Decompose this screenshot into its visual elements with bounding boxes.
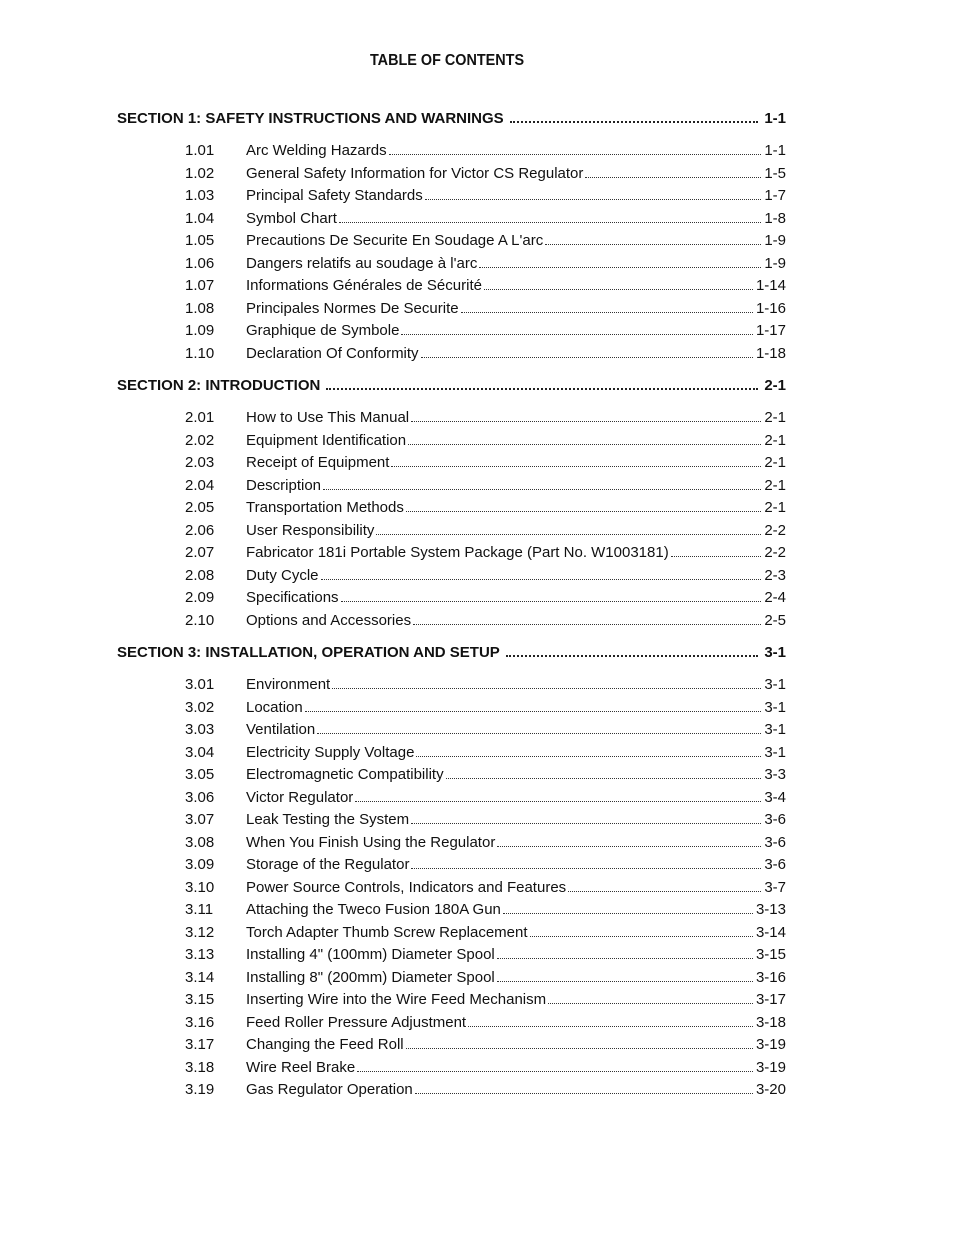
entry-number: 3.03 <box>185 721 215 738</box>
dot-leader <box>332 688 761 689</box>
entry-title: Description <box>246 476 322 494</box>
toc-entry[interactable] <box>117 477 786 500</box>
entry-page-number: 2-3 <box>764 566 786 584</box>
section-heading-label: SECTION 2: INTRODUCTION <box>117 377 321 394</box>
entry-page-number: 1-14 <box>755 277 786 294</box>
entry-page-number: 2-1 <box>764 409 786 426</box>
dot-leader <box>357 1071 753 1072</box>
entry-page-number: 3-17 <box>755 991 786 1008</box>
entry-page-number: 3-6 <box>764 833 786 851</box>
entry-title: Equipment Identification <box>246 431 407 449</box>
entry-page-number: 2-1 <box>764 431 786 449</box>
dot-leader <box>468 1026 753 1027</box>
entry-page-number: 2-5 <box>764 611 786 629</box>
dot-leader <box>585 177 761 178</box>
toc-entry[interactable] <box>117 165 786 188</box>
entry-page-number: 3-15 <box>755 946 786 963</box>
entry-title: Location <box>246 698 303 716</box>
toc-section <box>117 644 786 1114</box>
entry-number: 3.12 <box>185 923 215 941</box>
entry-page-number: 3-6 <box>764 856 786 873</box>
dot-leader <box>341 601 762 602</box>
toc-entry[interactable] <box>117 322 786 345</box>
dot-leader <box>497 981 753 982</box>
dot-leader <box>415 1093 753 1094</box>
spacer <box>117 367 786 377</box>
entry-page-number: 1-5 <box>764 164 786 182</box>
toc-entry[interactable] <box>117 766 786 789</box>
entry-title: Environment <box>246 676 331 693</box>
entry-page-number: 3-1 <box>764 698 786 716</box>
entry-page-number: 3-16 <box>755 968 786 986</box>
entry-number: 1.02 <box>185 164 215 182</box>
dot-leader <box>406 1048 753 1049</box>
entry-number: 2.01 <box>185 409 215 426</box>
entry-number: 1.06 <box>185 254 215 272</box>
toc-entry[interactable] <box>117 612 786 635</box>
section-heading[interactable] <box>117 110 786 134</box>
dot-leader <box>376 534 761 535</box>
entry-title: Precautions De Securite En Soudage A L'arc <box>246 232 544 249</box>
dot-leader <box>506 655 759 657</box>
dot-leader <box>413 624 761 625</box>
toc-entry[interactable] <box>117 924 786 947</box>
entry-page-number: 3-18 <box>755 1013 786 1031</box>
toc-entry[interactable] <box>117 744 786 767</box>
entry-page-number: 3-6 <box>764 811 786 828</box>
entry-page-number: 3-4 <box>764 788 786 806</box>
spacer <box>117 634 786 644</box>
entry-page-number: 2-1 <box>764 454 786 471</box>
entry-number: 3.17 <box>185 1036 215 1053</box>
entry-title: Installing 4" (100mm) Diameter Spool <box>246 946 495 963</box>
dot-leader <box>530 936 753 937</box>
dot-leader <box>406 511 761 512</box>
spacer <box>117 134 786 142</box>
entry-title: Wire Reel Brake <box>246 1058 356 1076</box>
dot-leader <box>326 388 758 390</box>
dot-leader <box>323 489 761 490</box>
toc-section <box>117 110 786 377</box>
entry-title: Transportation Methods <box>246 499 404 516</box>
toc-section <box>117 377 786 644</box>
dot-leader <box>497 846 761 847</box>
entry-number: 3.05 <box>185 766 215 783</box>
toc-entry[interactable] <box>117 345 786 368</box>
entry-number: 2.02 <box>185 431 215 449</box>
entry-page-number: 3-3 <box>764 766 786 783</box>
dot-leader <box>411 823 761 824</box>
entry-number: 3.18 <box>185 1058 215 1076</box>
spacer <box>117 668 786 676</box>
entry-number: 3.08 <box>185 833 215 851</box>
entry-title: Principal Safety Standards <box>246 187 423 204</box>
toc-entry[interactable] <box>117 699 786 722</box>
toc-entry[interactable] <box>117 1059 786 1082</box>
toc-entry[interactable] <box>117 210 786 233</box>
entry-title: Changing the Feed Roll <box>246 1036 404 1053</box>
entry-title: Power Source Controls, Indicators and Features <box>246 878 567 896</box>
entry-title: Fabricator 181i Portable System Package (Part No. W1003181) <box>246 544 669 561</box>
entry-page-number: 2-2 <box>764 544 786 561</box>
entry-number: 3.01 <box>185 676 215 693</box>
entry-page-number: 3-20 <box>755 1081 786 1098</box>
dot-leader <box>503 913 753 914</box>
dot-leader <box>321 579 762 580</box>
toc-entry[interactable] <box>117 454 786 477</box>
dot-leader <box>305 711 762 712</box>
toc-entry[interactable] <box>117 187 786 210</box>
entry-page-number: 1-7 <box>764 187 786 204</box>
section-heading-label: SECTION 3: INSTALLATION, OPERATION AND SETUP <box>117 644 500 661</box>
spacer <box>117 401 786 409</box>
toc-entry[interactable] <box>117 499 786 522</box>
dot-leader <box>401 334 753 335</box>
dot-leader <box>479 267 761 268</box>
entry-page-number: 3-19 <box>755 1058 786 1076</box>
dot-leader <box>446 778 762 779</box>
entry-title: Declaration Of Conformity <box>246 344 419 362</box>
entry-number: 3.14 <box>185 968 215 986</box>
toc-entry[interactable] <box>117 277 786 300</box>
dot-leader <box>671 556 762 557</box>
dot-leader <box>389 154 762 155</box>
page-title: TABLE OF CONTENTS <box>369 52 525 69</box>
section-heading[interactable] <box>117 644 786 668</box>
entry-page-number: 2-1 <box>764 499 786 516</box>
entry-title: Principales Normes De Securite <box>246 299 459 317</box>
entry-number: 3.04 <box>185 743 215 761</box>
entry-number: 3.06 <box>185 788 215 806</box>
dot-leader <box>497 958 753 959</box>
entry-number: 3.10 <box>185 878 215 896</box>
entry-number: 2.07 <box>185 544 215 561</box>
dot-leader <box>545 244 761 245</box>
entry-title: Electromagnetic Compatibility <box>246 766 444 783</box>
entry-number: 2.08 <box>185 566 215 584</box>
dot-leader <box>425 199 762 200</box>
entry-page-number: 3-13 <box>755 901 786 918</box>
dot-leader <box>339 222 761 223</box>
dot-leader <box>416 756 761 757</box>
entry-number: 3.11 <box>185 901 214 918</box>
toc-entry[interactable] <box>117 901 786 924</box>
entry-title: Options and Accessories <box>246 611 412 629</box>
toc-entry[interactable] <box>117 991 786 1014</box>
entry-title: Specifications <box>246 589 339 606</box>
entry-page-number: 1-9 <box>764 232 786 249</box>
entry-number: 1.10 <box>185 344 215 362</box>
entry-number: 1.05 <box>185 232 215 249</box>
toc-entry[interactable] <box>117 946 786 969</box>
entry-title: Arc Welding Hazards <box>246 142 387 159</box>
toc-entry[interactable] <box>117 834 786 857</box>
toc-entry[interactable] <box>117 721 786 744</box>
section-heading[interactable] <box>117 377 786 401</box>
entry-title: Feed Roller Pressure Adjustment <box>246 1013 467 1031</box>
entry-page-number: 1-9 <box>764 254 786 272</box>
entry-title: Gas Regulator Operation <box>246 1081 413 1098</box>
section-page-number: 2-1 <box>764 377 786 394</box>
table-of-contents <box>117 110 786 1114</box>
section-page-number: 1-1 <box>764 110 786 127</box>
dot-leader <box>411 868 761 869</box>
entry-page-number: 2-2 <box>764 521 786 539</box>
entry-page-number: 3-1 <box>764 676 786 693</box>
dot-leader <box>408 444 761 445</box>
toc-entry[interactable] <box>117 856 786 879</box>
entry-page-number: 3-1 <box>764 721 786 738</box>
entry-title: When You Finish Using the Regulator <box>246 833 496 851</box>
entry-number: 2.06 <box>185 521 215 539</box>
entry-page-number: 2-1 <box>764 476 786 494</box>
toc-entry[interactable] <box>117 879 786 902</box>
entry-number: 3.16 <box>185 1013 215 1031</box>
toc-entry[interactable] <box>117 969 786 992</box>
entry-number: 2.03 <box>185 454 215 471</box>
entry-title: Symbol Chart <box>246 209 337 227</box>
entry-title: Torch Adapter Thumb Screw Replacement <box>246 923 528 941</box>
entry-number: 2.05 <box>185 499 215 516</box>
entry-number: 1.09 <box>185 322 215 339</box>
dot-leader <box>421 357 753 358</box>
entry-title: General Safety Information for Victor CS Regulator <box>246 164 584 182</box>
entry-title: Receipt of Equipment <box>246 454 390 471</box>
entry-title: Duty Cycle <box>246 566 319 584</box>
entry-number: 1.01 <box>185 142 215 159</box>
entry-number: 1.07 <box>185 277 215 294</box>
spacer <box>117 1104 786 1114</box>
toc-entry[interactable] <box>117 255 786 278</box>
toc-entry[interactable] <box>117 522 786 545</box>
entry-title: Victor Regulator <box>246 788 354 806</box>
dot-leader <box>391 466 761 467</box>
dot-leader <box>317 733 761 734</box>
toc-entry[interactable] <box>117 544 786 567</box>
toc-entry[interactable] <box>117 432 786 455</box>
entry-number: 3.15 <box>185 991 215 1008</box>
dot-leader <box>568 891 761 892</box>
entry-title: Installing 8" (200mm) Diameter Spool <box>246 968 495 986</box>
entry-title: Inserting Wire into the Wire Feed Mechanism <box>246 991 547 1008</box>
entry-page-number: 3-1 <box>764 743 786 761</box>
entry-number: 2.09 <box>185 589 215 606</box>
entry-number: 2.04 <box>185 476 215 494</box>
toc-entry[interactable] <box>117 789 786 812</box>
entry-page-number: 3-7 <box>764 878 786 896</box>
dot-leader <box>484 289 753 290</box>
entry-page-number: 1-8 <box>764 209 786 227</box>
entry-page-number: 1-18 <box>755 344 786 362</box>
entry-number: 1.03 <box>185 187 215 204</box>
dot-leader <box>510 121 759 123</box>
toc-entry[interactable] <box>117 567 786 590</box>
entry-page-number: 1-16 <box>755 299 786 317</box>
toc-entry[interactable] <box>117 300 786 323</box>
entry-title: Graphique de Symbole <box>246 322 400 339</box>
entry-title: User Responsibility <box>246 521 375 539</box>
toc-entry[interactable] <box>117 142 786 165</box>
entry-title: How to Use This Manual <box>246 409 410 426</box>
entry-number: 1.08 <box>185 299 215 317</box>
dot-leader <box>355 801 761 802</box>
entry-page-number: 3-19 <box>755 1036 786 1053</box>
entry-number: 3.02 <box>185 698 215 716</box>
section-heading-label: SECTION 1: SAFETY INSTRUCTIONS AND WARNINGS <box>117 110 504 127</box>
entry-page-number: 1-17 <box>755 322 786 339</box>
entry-number: 3.07 <box>185 811 215 828</box>
entry-title: Electricity Supply Voltage <box>246 743 415 761</box>
entry-page-number: 2-4 <box>764 589 786 606</box>
entry-title: Dangers relatifs au soudage à l'arc <box>246 254 478 272</box>
entry-title: Ventilation <box>246 721 316 738</box>
section-page-number: 3-1 <box>764 644 786 661</box>
dot-leader <box>548 1003 753 1004</box>
entry-page-number: 3-14 <box>755 923 786 941</box>
entry-title: Attaching the Tweco Fusion 180A Gun <box>246 901 501 918</box>
toc-entry[interactable] <box>117 589 786 612</box>
toc-entry[interactable] <box>117 1036 786 1059</box>
dot-leader <box>411 421 761 422</box>
dot-leader <box>461 312 753 313</box>
entry-page-number: 1-1 <box>764 142 786 159</box>
toc-entry[interactable] <box>117 1081 786 1104</box>
entry-number: 3.13 <box>185 946 215 963</box>
entry-title: Storage of the Regulator <box>246 856 410 873</box>
entry-number: 3.19 <box>185 1081 215 1098</box>
entry-number: 1.04 <box>185 209 215 227</box>
toc-entry[interactable] <box>117 409 786 432</box>
entry-title: Informations Générales de Sécurité <box>246 277 482 294</box>
entry-title: Leak Testing the System <box>246 811 410 828</box>
toc-entry[interactable] <box>117 811 786 834</box>
entry-number: 3.09 <box>185 856 215 873</box>
entry-number: 2.10 <box>185 611 215 629</box>
toc-entry[interactable] <box>117 232 786 255</box>
toc-entry[interactable] <box>117 676 786 699</box>
toc-entry[interactable] <box>117 1014 786 1037</box>
